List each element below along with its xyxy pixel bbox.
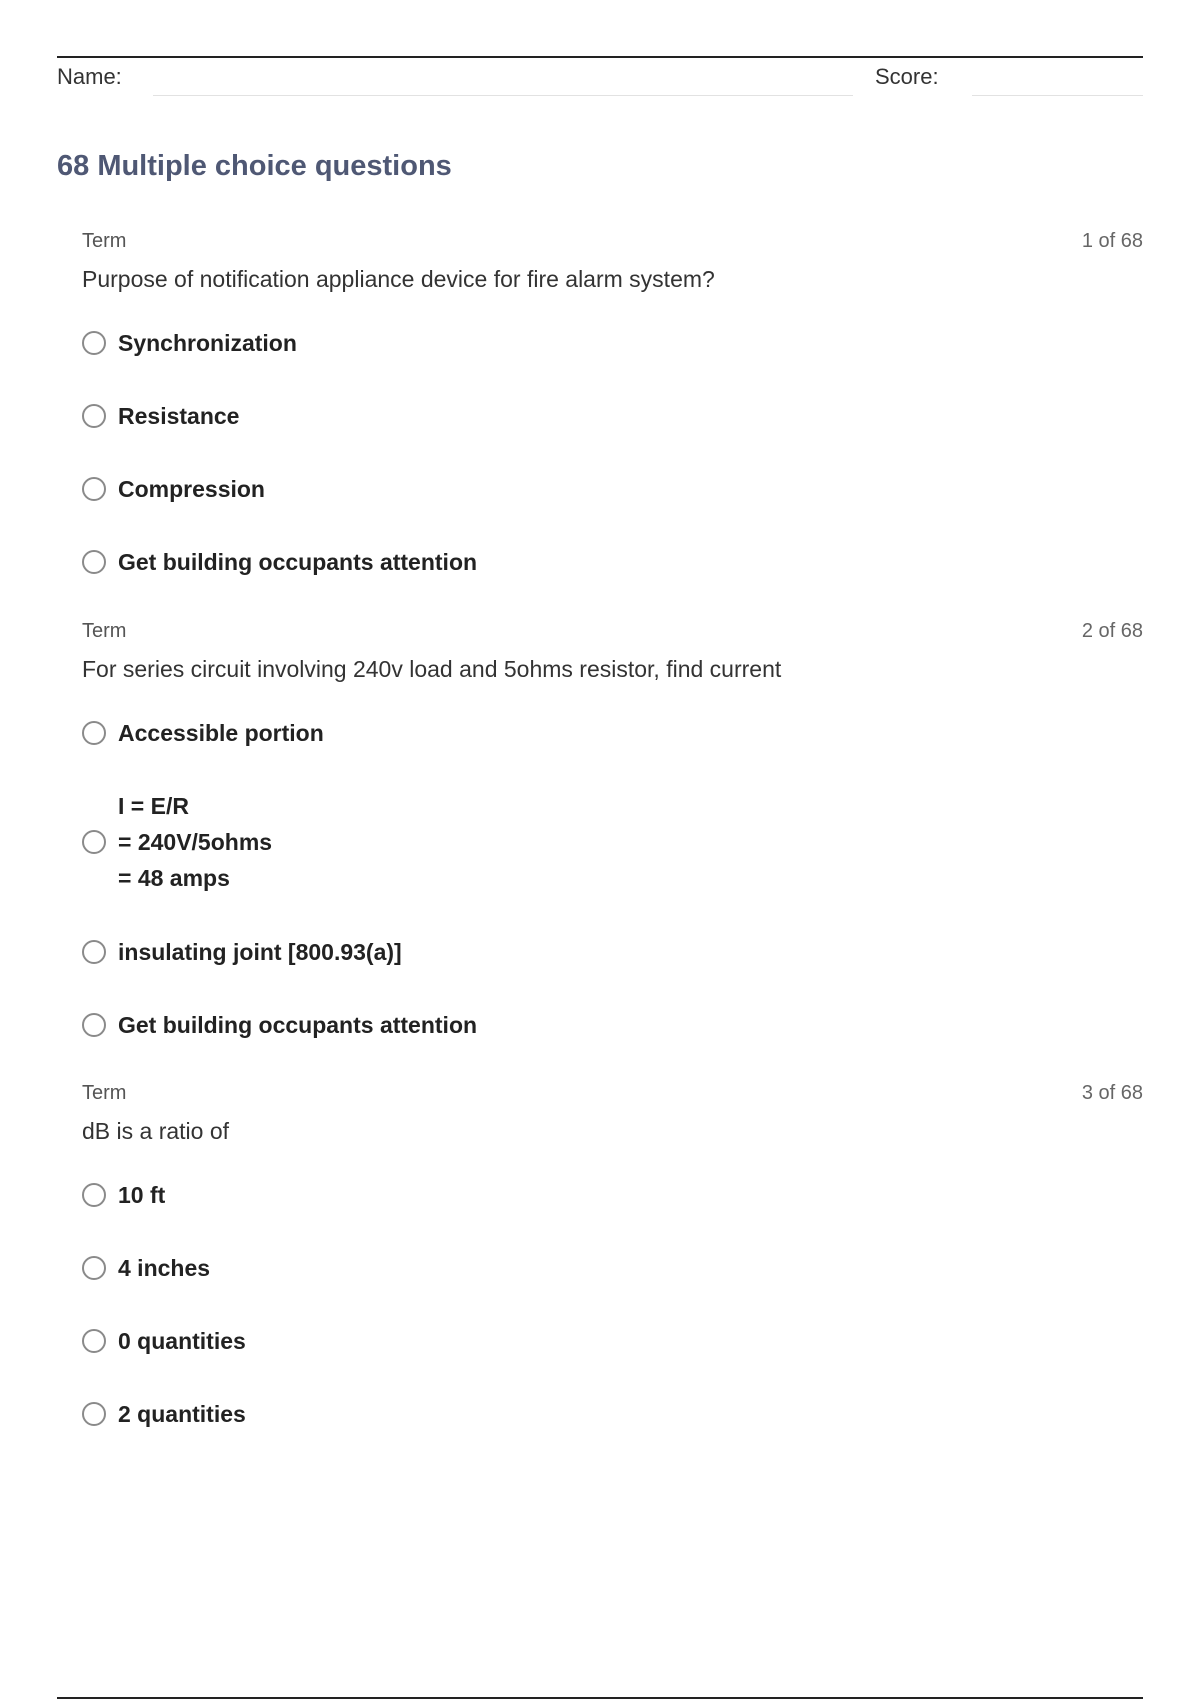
- answer-option-label: 2 quantities: [118, 1401, 246, 1427]
- answer-option-label: Get building occupants attention: [118, 549, 478, 575]
- answer-option-label: 10 ft: [118, 1182, 166, 1208]
- question-kind: Term: [82, 1082, 127, 1104]
- name-score-header: [57, 64, 1143, 98]
- answer-option-label: Get building occupants attention: [118, 1012, 478, 1038]
- radio-button[interactable]: [82, 404, 106, 428]
- section-title: 68 Multiple choice questions: [57, 150, 452, 182]
- question-kind: Term: [82, 230, 127, 252]
- answer-option-label: insulating joint [800.93(a)]: [118, 939, 402, 965]
- answer-option[interactable]: [82, 544, 477, 580]
- answer-option-label: I = E/R = 240V/5ohms = 48 amps: [118, 793, 273, 891]
- answer-option[interactable]: [82, 325, 297, 361]
- question-prompt: For series circuit involving 240v load and 5ohms resistor, find current: [82, 656, 782, 682]
- answer-option-label: Accessible portion: [118, 720, 324, 746]
- radio-button[interactable]: [82, 1256, 106, 1280]
- radio-button[interactable]: [82, 550, 106, 574]
- radio-button[interactable]: [82, 940, 106, 964]
- answer-option-label: Compression: [118, 476, 265, 502]
- radio-button[interactable]: [82, 1013, 106, 1037]
- radio-button[interactable]: [82, 1329, 106, 1353]
- radio-button[interactable]: [82, 477, 106, 501]
- top-divider: [57, 56, 1143, 58]
- question-prompt: Purpose of notification appliance device for fire alarm system?: [82, 266, 715, 292]
- name-label: Name:: [57, 64, 122, 89]
- answer-option[interactable]: [82, 934, 402, 970]
- question-kind: Term: [82, 620, 127, 642]
- answer-option-label: Resistance: [118, 403, 240, 429]
- answer-option-label: 0 quantities: [118, 1328, 246, 1354]
- question-counter: 3 of 68: [1081, 1082, 1143, 1104]
- answer-option[interactable]: [82, 788, 272, 896]
- radio-button[interactable]: [82, 1183, 106, 1207]
- answer-option[interactable]: [82, 1323, 246, 1359]
- answer-option[interactable]: [82, 1177, 165, 1213]
- answer-option[interactable]: [82, 1007, 477, 1043]
- name-input-line[interactable]: [153, 95, 853, 96]
- radio-button[interactable]: [82, 1402, 106, 1426]
- question-counter: 2 of 68: [1081, 620, 1143, 642]
- answer-option-label: 4 inches: [118, 1255, 211, 1281]
- answer-option[interactable]: [82, 471, 265, 507]
- score-input-line[interactable]: [972, 95, 1143, 96]
- answer-option[interactable]: [82, 715, 324, 751]
- score-label: Score:: [875, 64, 939, 89]
- answer-option[interactable]: [82, 1250, 210, 1286]
- radio-button[interactable]: [82, 331, 106, 355]
- radio-button[interactable]: [82, 721, 106, 745]
- answer-option[interactable]: [82, 398, 239, 434]
- bottom-divider: [57, 1697, 1143, 1699]
- radio-button[interactable]: [82, 830, 106, 854]
- answer-option[interactable]: [82, 1396, 246, 1432]
- answer-option-label: Synchronization: [118, 330, 297, 356]
- question-prompt: dB is a ratio of: [82, 1118, 230, 1144]
- question-counter: 1 of 68: [1081, 230, 1143, 252]
